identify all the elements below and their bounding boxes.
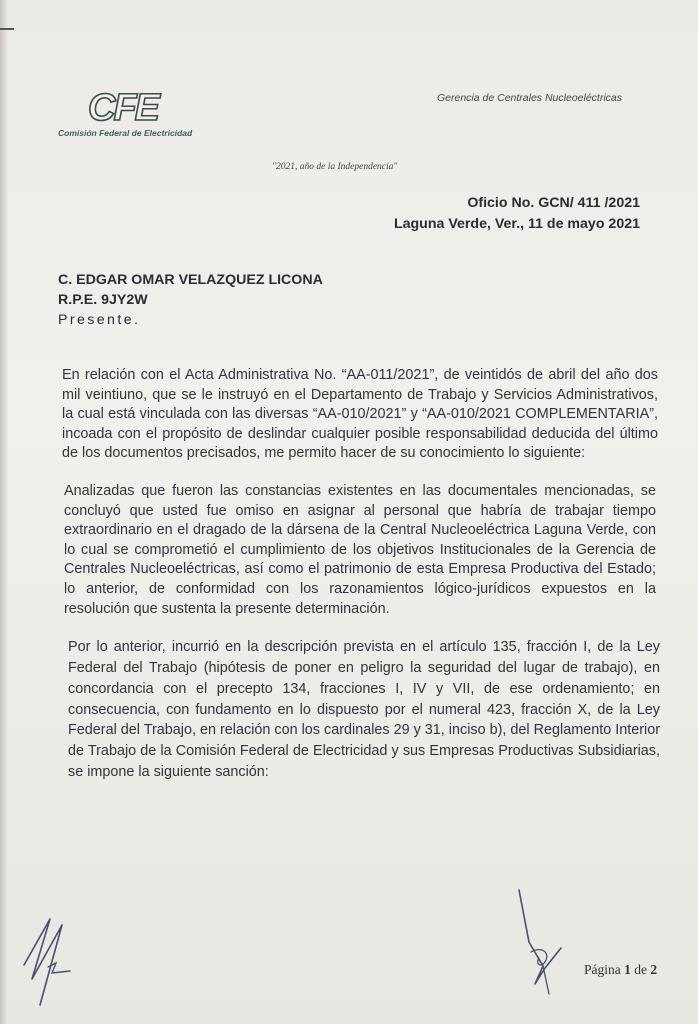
cfe-logo	[58, 88, 208, 148]
department-heading: Gerencia de Centrales Nucleoeléctricas	[437, 92, 623, 104]
office-reference	[394, 193, 640, 235]
page-current: 1	[624, 962, 631, 977]
addressee-block	[58, 270, 323, 330]
year-motto: "2021, año de la Independencia"	[272, 162, 398, 172]
page-total: 2	[650, 962, 658, 977]
addressee-rpe: R.P.E. 9JY2W	[58, 292, 148, 308]
office-number: Oficio No. GCN/ 411 /2021	[467, 195, 640, 211]
body-paragraph: Por lo anterior, incurrió en la descripción prevista en el artículo 135, fracción I, de la Ley Federal del Trabajo (hipótesis de poner en peligro la seguridad del lugar de trabajo), en concordancia con el precepto 134, fracciones I, IV y VII, de ese ordenamiento; en consecuencia, con fundamento en lo dispuesto por el numeral 423, fracción X, de la Ley Federal del Trabajo, en relación con los cardinales 29 y 31, inciso b), del Reglamento Interior de Trabajo de la Comisión Federal de Electricidad y sus Empresas Productivas Subsidiarias, se impone la siguiente sanción:	[68, 639, 660, 780]
signature-icon	[505, 882, 585, 1002]
addressee-greeting: Presente.	[58, 312, 141, 328]
letter-body	[62, 366, 658, 801]
body-paragraph: Analizadas que fueron las constancias existentes en las documentales mencionadas, se concluyó que usted fue omiso en asignar al personal que habría de trabajar tiempo extraordinario en el dragado de la dársena de la Central Nucleoeléctrica Laguna Verde, con lo cual se comprometió el cumplimiento de los objetivos Institucionales de la Gerencia de Centrales Nucleoeléctricas, así como el patrimonio de esta Empresa Productiva del Estado; lo anterior, de conformidad con los razonamientos lógico-jurídicos expuestos en la resolución que sustenta la presente determinación.	[64, 482, 656, 617]
place-date: Laguna Verde, Ver., 11 de mayo 2021	[393, 216, 640, 232]
initials-signature-icon	[12, 905, 102, 1010]
logo-text: CFE	[88, 87, 158, 129]
addressee-name: C. EDGAR OMAR VELAZQUEZ LICONA	[58, 272, 323, 288]
page-edge-shadow	[0, 0, 8, 1024]
page-of: de	[634, 962, 647, 977]
body-paragraph: En relación con el Acta Administrativa No. “AA-011/2021”, de veintidós de abril del año dos mil veintiuno, que se le instruyó en el Departamento de Trabajo y Servicios Administrativos, la cual está vinculada con las diversas “AA-010/2021” y “AA-010/2021 COMPLEMENTARIA”, incoada con el propósito de deslindar cualquier posible responsabilidad deducida del último de los documentos precisados, me permito hacer de su conocimiento lo siguiente:	[62, 367, 658, 462]
margin-mark	[0, 28, 14, 30]
page-number	[584, 962, 657, 978]
page-label: Página	[584, 962, 621, 977]
logo-subtitle: Comisión Federal de Electricidad	[58, 128, 193, 138]
